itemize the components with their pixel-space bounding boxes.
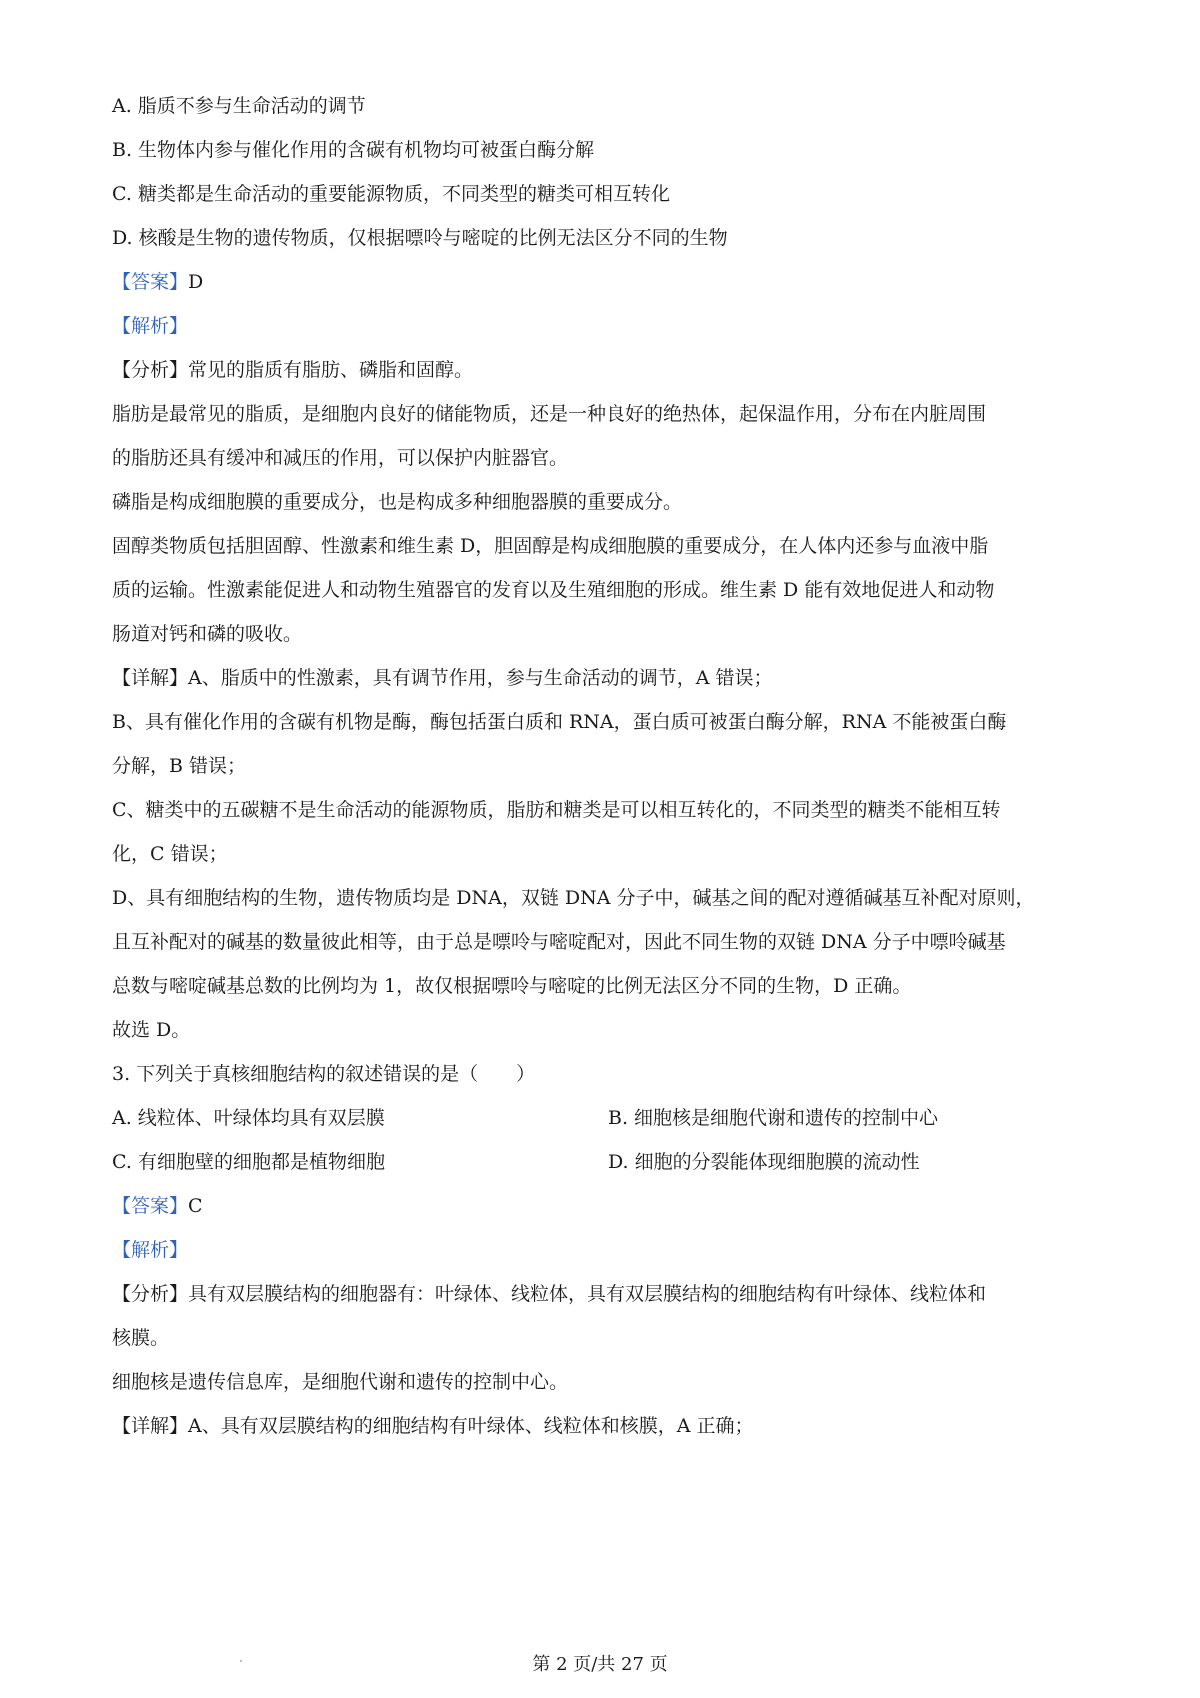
q3-options-row-2 — [112, 1148, 1102, 1176]
q2-option-b: B. 生物体内参与催化作用的含碳有机物均可被蛋白酶分解 — [112, 139, 595, 161]
xiangjie-tag: 【详解】 — [112, 667, 189, 689]
paragraph-line: 细胞核是遗传信息库，是细胞代谢和遗传的控制中心。 — [112, 1371, 569, 1393]
q3-answer — [112, 1192, 1102, 1220]
paragraph-line: 分解，B 错误； — [112, 755, 247, 777]
page-footer: 第 2 页/共 27 页 — [532, 1654, 668, 1675]
paragraph-line: 磷脂是构成细胞膜的重要成分，也是构成多种细胞器膜的重要成分。 — [112, 491, 683, 513]
answer-tag: 【答案】 — [112, 271, 189, 293]
analysis-tag: 【解析】 — [112, 315, 189, 337]
paragraph-line: 肠道对钙和磷的吸收。 — [112, 623, 303, 645]
paragraph-line: 质的运输。性激素能促进人和动物生殖器官的发育以及生殖细胞的形成。维生素 D 能有效地促进人和动物 — [112, 579, 995, 601]
paragraph-line: B、具有催化作用的含碳有机物是酶，酶包括蛋白质和 RNA，蛋白质可被蛋白酶分解，RNA 不能被蛋白酶 — [112, 711, 1007, 733]
q3-xiangjie-a — [112, 1412, 1102, 1440]
answer-value: C — [188, 1195, 203, 1217]
paragraph-line: 核膜。 — [112, 1327, 170, 1349]
fenxi-text: 常见的脂质有脂肪、磷脂和固醇。 — [188, 359, 474, 381]
q3-option-a: A. 线粒体、叶绿体均具有双层膜 — [112, 1107, 385, 1129]
xiangjie-text: A、具有双层膜结构的细胞结构有叶绿体、线粒体和核膜，A 正确； — [188, 1415, 754, 1437]
q2-option-d: D. 核酸是生物的遗传物质，仅根据嘌呤与嘧啶的比例无法区分不同的生物 — [112, 227, 728, 249]
q2-analysis-tag — [112, 312, 1102, 340]
xiangjie-tag: 【详解】 — [112, 1415, 189, 1437]
q3-analysis-tag — [112, 1236, 1102, 1264]
paragraph-line: C、糖类中的五碳糖不是生命活动的能源物质，脂肪和糖类是可以相互转化的，不同类型的糖类不能相互转 — [112, 799, 1001, 821]
q3-option-d: D. 细胞的分裂能体现细胞膜的流动性 — [608, 1151, 920, 1173]
xiangjie-text: A、脂质中的性激素，具有调节作用，参与生命活动的调节，A 错误； — [188, 667, 773, 689]
q2-option-a: A. 脂质不参与生命活动的调节 — [112, 95, 366, 117]
paragraph-line: D、具有细胞结构的生物，遗传物质均是 DNA，双链 DNA 分子中，碱基之间的配对遵循碱基互补配对原则， — [112, 887, 1035, 909]
q3-stem: 3. 下列关于真核细胞结构的叙述错误的是（ ） — [112, 1063, 536, 1085]
analysis-tag: 【解析】 — [112, 1239, 189, 1261]
q2-xiangjie-a — [112, 664, 1102, 692]
fenxi-tag: 【分析】 — [112, 359, 189, 381]
q3-option-c: C. 有细胞壁的细胞都是植物细胞 — [112, 1151, 385, 1173]
answer-tag: 【答案】 — [112, 1195, 189, 1217]
q3-fenxi — [112, 1280, 1102, 1308]
q3-option-b: B. 细胞核是细胞代谢和遗传的控制中心 — [608, 1107, 939, 1129]
paragraph-line: 的脂肪还具有缓冲和减压的作用，可以保护内脏器官。 — [112, 447, 569, 469]
q2-conclusion: 故选 D。 — [112, 1019, 191, 1041]
paragraph-line: 脂肪是最常见的脂质，是细胞内良好的储能物质，还是一种良好的绝热体，起保温作用，分布在内脏周围 — [112, 403, 987, 425]
q3-options-row-1 — [112, 1104, 1102, 1132]
answer-value: D — [188, 271, 204, 293]
fenxi-tag: 【分析】 — [112, 1283, 189, 1305]
q2-option-c: C. 糖类都是生命活动的重要能源物质，不同类型的糖类可相互转化 — [112, 183, 670, 205]
paragraph-line: 固醇类物质包括胆固醇、性激素和维生素 D，胆固醇是构成细胞膜的重要成分，在人体内还参与血液中脂 — [112, 535, 989, 557]
q2-fenxi — [112, 356, 1102, 384]
fenxi-text: 具有双层膜结构的细胞器有：叶绿体、线粒体，具有双层膜结构的细胞结构有叶绿体、线粒体和 — [188, 1283, 987, 1305]
paragraph-line: 且互补配对的碱基的数量彼此相等，由于总是嘌呤与嘧啶配对，因此不同生物的双链 DNA 分子中嘌呤碱基 — [112, 931, 1006, 953]
paragraph-line: 总数与嘧啶碱基总数的比例均为 1，故仅根据嘌呤与嘧啶的比例无法区分不同的生物，D 正确。 — [112, 975, 912, 997]
q2-answer — [112, 268, 1102, 296]
paragraph-line: 化，C 错误； — [112, 843, 228, 865]
